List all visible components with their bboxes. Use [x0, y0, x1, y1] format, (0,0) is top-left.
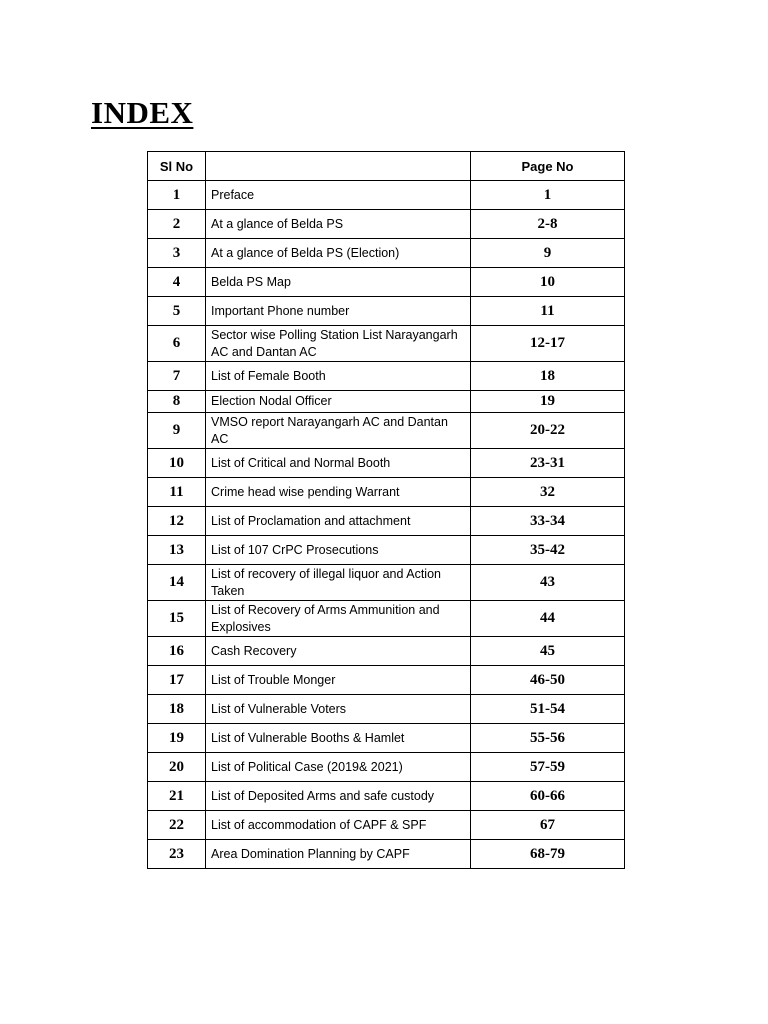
- row-sl-no: 6: [148, 326, 206, 362]
- page-title: INDEX: [91, 95, 194, 130]
- row-sl-no: 10: [148, 449, 206, 478]
- row-sl-no: 11: [148, 478, 206, 507]
- row-page-no: 19: [471, 391, 625, 413]
- row-sl-no: 22: [148, 811, 206, 840]
- row-item-title: List of Proclamation and attachment: [206, 507, 471, 536]
- row-sl-no: 5: [148, 297, 206, 326]
- row-page-no: 1: [471, 181, 625, 210]
- row-sl-no: 8: [148, 391, 206, 413]
- row-page-no: 51-54: [471, 695, 625, 724]
- row-sl-no: 16: [148, 637, 206, 666]
- table-header-row: [148, 152, 625, 181]
- row-page-no: 2-8: [471, 210, 625, 239]
- row-sl-no: 9: [148, 413, 206, 449]
- table-row: [148, 601, 625, 637]
- row-item-title: List of Female Booth: [206, 362, 471, 391]
- row-sl-no: 12: [148, 507, 206, 536]
- row-item-title: List of Vulnerable Booths & Hamlet: [206, 724, 471, 753]
- table-row: [148, 413, 625, 449]
- row-sl-no: 2: [148, 210, 206, 239]
- row-item-title: List of accommodation of CAPF & SPF: [206, 811, 471, 840]
- row-item-title: Preface: [206, 181, 471, 210]
- row-item-title: Area Domination Planning by CAPF: [206, 840, 471, 869]
- row-item-title: Important Phone number: [206, 297, 471, 326]
- row-sl-no: 19: [148, 724, 206, 753]
- index-table-body: [148, 181, 625, 869]
- row-item-title: List of Political Case (2019& 2021): [206, 753, 471, 782]
- row-item-title: List of Critical and Normal Booth: [206, 449, 471, 478]
- row-item-title: Crime head wise pending Warrant: [206, 478, 471, 507]
- row-page-no: 20-22: [471, 413, 625, 449]
- row-page-no: 10: [471, 268, 625, 297]
- row-item-title: List of Recovery of Arms Ammunition and Explosives: [206, 601, 471, 637]
- row-item-title: List of Vulnerable Voters: [206, 695, 471, 724]
- table-row: [148, 362, 625, 391]
- row-page-no: 55-56: [471, 724, 625, 753]
- row-page-no: 44: [471, 601, 625, 637]
- row-item-title: List of Trouble Monger: [206, 666, 471, 695]
- row-sl-no: 13: [148, 536, 206, 565]
- row-sl-no: 23: [148, 840, 206, 869]
- row-page-no: 43: [471, 565, 625, 601]
- row-item-title: Sector wise Polling Station List Narayangarh AC and Dantan AC: [206, 326, 471, 362]
- row-page-no: 67: [471, 811, 625, 840]
- table-row: [148, 637, 625, 666]
- row-item-title: Election Nodal Officer: [206, 391, 471, 413]
- row-item-title: At a glance of Belda PS (Election): [206, 239, 471, 268]
- row-sl-no: 7: [148, 362, 206, 391]
- row-sl-no: 17: [148, 666, 206, 695]
- row-item-title: Cash Recovery: [206, 637, 471, 666]
- row-item-title: At a glance of Belda PS: [206, 210, 471, 239]
- row-page-no: 46-50: [471, 666, 625, 695]
- table-row: [148, 391, 625, 413]
- row-page-no: 12-17: [471, 326, 625, 362]
- table-row: [148, 536, 625, 565]
- row-sl-no: 14: [148, 565, 206, 601]
- row-page-no: 45: [471, 637, 625, 666]
- row-item-title: Belda PS Map: [206, 268, 471, 297]
- table-row: [148, 724, 625, 753]
- table-row: [148, 297, 625, 326]
- header-item: [206, 152, 471, 181]
- row-page-no: 18: [471, 362, 625, 391]
- table-row: [148, 478, 625, 507]
- table-row: [148, 239, 625, 268]
- table-row: [148, 210, 625, 239]
- table-row: [148, 565, 625, 601]
- header-page-no: Page No: [471, 152, 625, 181]
- table-row: [148, 181, 625, 210]
- table-row: [148, 840, 625, 869]
- table-row: [148, 268, 625, 297]
- row-page-no: 68-79: [471, 840, 625, 869]
- row-sl-no: 4: [148, 268, 206, 297]
- table-row: [148, 507, 625, 536]
- header-sl-no: Sl No: [148, 152, 206, 181]
- row-page-no: 57-59: [471, 753, 625, 782]
- row-sl-no: 21: [148, 782, 206, 811]
- index-table: [147, 151, 625, 869]
- row-page-no: 35-42: [471, 536, 625, 565]
- row-item-title: List of 107 CrPC Prosecutions: [206, 536, 471, 565]
- table-row: [148, 666, 625, 695]
- table-row: [148, 449, 625, 478]
- row-sl-no: 20: [148, 753, 206, 782]
- row-page-no: 23-31: [471, 449, 625, 478]
- table-row: [148, 753, 625, 782]
- row-page-no: 60-66: [471, 782, 625, 811]
- row-page-no: 33-34: [471, 507, 625, 536]
- row-page-no: 9: [471, 239, 625, 268]
- row-sl-no: 15: [148, 601, 206, 637]
- table-row: [148, 782, 625, 811]
- table-row: [148, 326, 625, 362]
- row-sl-no: 3: [148, 239, 206, 268]
- row-page-no: 32: [471, 478, 625, 507]
- table-row: [148, 695, 625, 724]
- row-page-no: 11: [471, 297, 625, 326]
- row-item-title: List of Deposited Arms and safe custody: [206, 782, 471, 811]
- row-item-title: VMSO report Narayangarh AC and Dantan AC: [206, 413, 471, 449]
- row-sl-no: 18: [148, 695, 206, 724]
- row-item-title: List of recovery of illegal liquor and Action Taken: [206, 565, 471, 601]
- row-sl-no: 1: [148, 181, 206, 210]
- table-row: [148, 811, 625, 840]
